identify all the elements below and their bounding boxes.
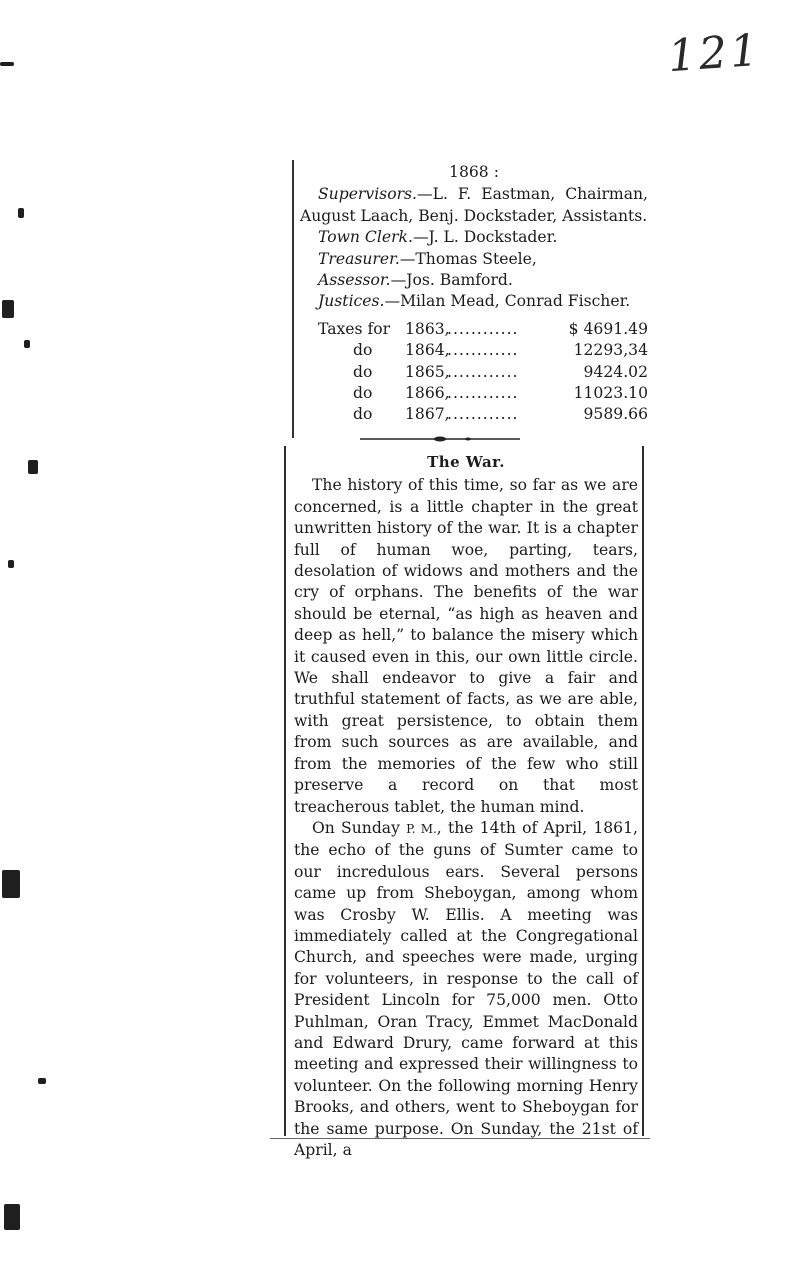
- scan-speck: [8, 560, 14, 568]
- assessor-label: Assessor.: [318, 271, 391, 290]
- scan-speck: [2, 870, 20, 898]
- year-heading: 1868 :: [449, 163, 499, 181]
- justices-entry: [300, 291, 648, 312]
- war-paragraph-2: [294, 818, 638, 1162]
- assessor-text: —Jos. Bamford.: [390, 271, 513, 290]
- tax-label: do: [353, 405, 373, 424]
- tax-year: 1867,: [405, 405, 450, 424]
- tax-row: [318, 404, 648, 425]
- tax-amount: 12293,34: [573, 341, 648, 360]
- supervisors-entry: [300, 184, 648, 227]
- clipping-1868: [292, 160, 648, 438]
- tax-label: do: [353, 341, 373, 360]
- treasurer-text: —Thomas Steele,: [399, 249, 537, 268]
- tax-year: 1865,: [405, 362, 450, 381]
- supervisors-label: Supervisors.: [318, 185, 417, 204]
- tax-amount: 11023.10: [573, 384, 648, 403]
- tax-label: do: [353, 384, 373, 403]
- scan-speck: [38, 1078, 46, 1084]
- town-clerk-entry: [300, 227, 648, 248]
- tax-amount: 9589.66: [583, 405, 648, 424]
- treasurer-entry: [300, 249, 648, 270]
- tax-leader-dots: ............: [447, 405, 519, 424]
- tax-leader-dots: ............: [447, 319, 519, 338]
- scan-speck: [4, 1204, 20, 1230]
- war-heading: The War.: [427, 453, 505, 471]
- tax-leader-dots: ............: [447, 341, 519, 360]
- assessor-entry: [300, 270, 648, 291]
- town-clerk-label: Town Clerk.: [318, 228, 413, 247]
- supervisors-text: —L. F. Eastman, Chairman, August Laach, Benj. Dockstader, Assistants.: [300, 185, 648, 225]
- justices-text: —Milan Mead, Conrad Fischer.: [384, 292, 631, 311]
- tax-label: do: [353, 362, 373, 381]
- ornamental-rule: [360, 432, 520, 446]
- war-paragraph-2-rest: , the 14th of April, 1861, the echo of the guns of Sumter came to our incredulous ears. Several persons came up from Sheboygan, among whom was Crosby W. Ellis. A meeting was immediately called at the Congregational Church, and speeches were made, urging for volunteers, in response to the call of President Lincoln for 75,000 men. Otto Puhlman, Oran Tracy, Emmet MacDonald and Edward Drury, came forward at this meeting and expressed their willingness to volunteer. On the following morning Henry Brooks, and others, went to Sheboygan for the same purpose. On Sunday, the 21st of April, a: [294, 818, 638, 1159]
- tax-row: [318, 340, 648, 361]
- tax-amount: 9424.02: [583, 362, 648, 381]
- war-paragraph-2-pm: P. M.: [406, 821, 437, 836]
- tax-row: [318, 362, 648, 383]
- page-number: 121: [666, 24, 763, 83]
- clipping-the-war: [284, 446, 644, 1159]
- scan-speck: [2, 300, 14, 318]
- war-paragraph-1: The history of this time, so far as we are concerned, is a little chapter in the great unwritten history of the war. It is a chapter full of human woe, parting, tears, desolation of widows and mothers and the cry of orphans. The benefits of the war should be eternal, “as high as heaven and deep as hell,” to balance the misery which it caused even in this, our own little circle. We shall endeavor to give a fair and truthful statement of facts, as we are able, with great persistence, to obtain them from such sources as are available, and from the memories of the few who still preserve a record on that most treacherous tablet, the human mind.: [294, 476, 638, 816]
- scan-speck: [24, 340, 30, 348]
- justices-label: Justices.: [318, 292, 385, 311]
- scan-speck: [28, 460, 38, 474]
- scan-speck: [0, 62, 14, 66]
- tax-row: [318, 383, 648, 404]
- tax-year: 1863,: [405, 319, 450, 338]
- scan-speck: [18, 208, 24, 218]
- war-paragraph-2-start: On Sunday: [312, 818, 400, 837]
- taxes-table: [300, 319, 648, 426]
- tax-amount: $ 4691.49: [568, 319, 648, 338]
- tax-leader-dots: ............: [447, 362, 519, 381]
- clipping-bottom-edge: [270, 1138, 650, 1139]
- tax-row: [318, 319, 648, 340]
- tax-year: 1866,: [405, 384, 450, 403]
- town-clerk-text: —J. L. Dockstader.: [412, 228, 558, 247]
- tax-label: Taxes for: [318, 319, 391, 338]
- tax-leader-dots: ............: [447, 384, 519, 403]
- tax-year: 1864,: [405, 341, 450, 360]
- treasurer-label: Treasurer.: [318, 249, 400, 268]
